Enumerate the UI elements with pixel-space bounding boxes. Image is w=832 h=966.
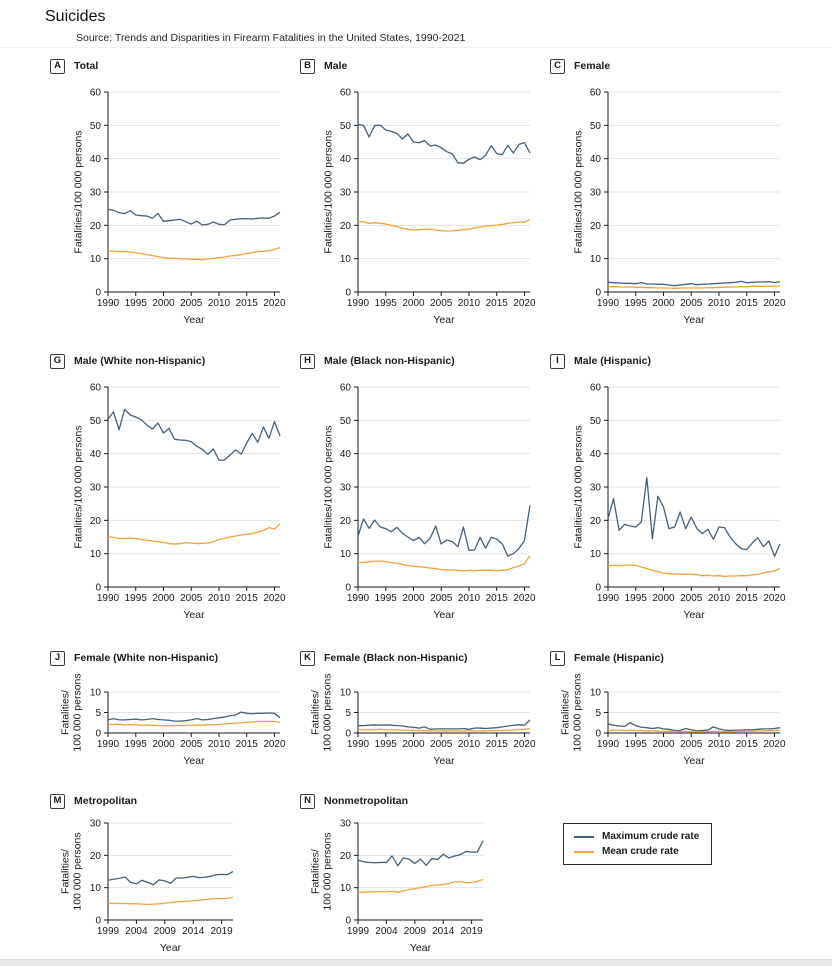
x-tick-label: 2010 — [707, 298, 731, 309]
x-tick-label: 1990 — [596, 593, 620, 604]
x-tick-label: 2015 — [235, 593, 258, 604]
x-tick-label: 2000 — [652, 593, 675, 604]
y-tick-label: 10 — [339, 883, 351, 895]
x-tick-label: 2020 — [763, 298, 786, 309]
panel-a — [40, 58, 294, 338]
x-tick-label: 1990 — [596, 739, 620, 750]
y-tick-label: 60 — [339, 87, 351, 99]
panel-header — [290, 650, 544, 666]
panel-title: Female (Hispanic) — [574, 652, 664, 664]
y-tick-label: 0 — [595, 728, 601, 740]
panel-title: Male (Hispanic) — [574, 355, 652, 367]
x-tick-label: 2000 — [152, 593, 175, 604]
panel-m — [40, 793, 247, 966]
mean-crude-rate-line — [608, 565, 780, 576]
y-tick-label: 0 — [95, 287, 101, 299]
x-tick-label: 2005 — [180, 298, 203, 309]
x-tick-label: 2015 — [235, 739, 258, 750]
x-tick-label: 1995 — [624, 298, 647, 309]
legend-item-mean — [574, 846, 699, 857]
y-tick-label: 30 — [339, 482, 351, 494]
y-tick-label: 60 — [89, 87, 101, 99]
x-tick-label: 2015 — [485, 298, 508, 309]
max-crude-rate-line-swatch — [574, 836, 594, 838]
y-tick-label: 50 — [339, 415, 351, 427]
max-crude-rate-line — [108, 209, 280, 225]
y-tick-label: 50 — [589, 120, 601, 132]
panel-b — [290, 58, 544, 338]
panel-header — [540, 353, 794, 369]
source-citation: Source: Trends and Disparities in Firearm Fatalities in the United States, 1990-2021 — [76, 32, 466, 44]
y-tick-label: 40 — [89, 449, 101, 461]
mean-crude-rate-line — [108, 897, 233, 904]
x-tick-label: 2000 — [152, 739, 175, 750]
panel-b-chart — [290, 80, 544, 338]
y-tick-label: 20 — [89, 220, 101, 232]
x-tick-label: 1995 — [624, 739, 647, 750]
x-tick-label: 2000 — [652, 298, 675, 309]
panel-title: Nonmetropolitan — [324, 795, 408, 807]
x-tick-label: 2000 — [402, 298, 425, 309]
panel-letter-badge: B — [300, 59, 315, 74]
panel-letter-badge: I — [550, 354, 565, 369]
y-axis-label: Fatalities/ — [309, 849, 322, 894]
y-tick-label: 10 — [89, 687, 101, 699]
max-crude-rate-line — [108, 409, 280, 460]
x-tick-label: 2020 — [263, 739, 286, 750]
y-tick-label: 10 — [339, 687, 351, 699]
panel-h-chart — [290, 375, 544, 633]
x-tick-label: 1990 — [96, 298, 120, 309]
y-tick-label: 20 — [89, 850, 101, 862]
panel-title: Male (Black non-Hispanic) — [324, 355, 455, 367]
panel-c-chart — [540, 80, 794, 338]
panel-l — [540, 650, 794, 779]
mean-crude-rate-line — [358, 880, 483, 893]
panel-m-chart — [40, 815, 247, 966]
x-tick-label: 1990 — [96, 739, 120, 750]
y-tick-label: 30 — [589, 482, 601, 494]
x-tick-label: 2015 — [735, 739, 758, 750]
x-tick-label: 2005 — [180, 739, 203, 750]
y-tick-label: 50 — [89, 415, 101, 427]
y-tick-label: 5 — [95, 708, 101, 719]
panel-i-chart — [540, 375, 794, 633]
panel-header — [290, 58, 544, 74]
x-tick-label: 1995 — [124, 298, 147, 309]
mean-crude-rate-line — [108, 248, 280, 260]
panel-c — [540, 58, 794, 338]
mean-crude-rate-line — [108, 722, 280, 726]
y-tick-label: 10 — [89, 549, 101, 561]
mean-crude-rate-line-swatch — [574, 851, 594, 853]
x-tick-label: 2015 — [485, 739, 508, 750]
mean-crude-rate-line — [108, 524, 280, 544]
x-tick-label: 1990 — [346, 298, 370, 309]
y-tick-label: 40 — [589, 449, 601, 461]
x-tick-label: 2015 — [735, 593, 758, 604]
x-axis-label: Year — [683, 755, 705, 767]
panel-header — [540, 58, 794, 74]
x-tick-label: 2010 — [707, 739, 731, 750]
x-tick-label: 2010 — [457, 739, 481, 750]
x-tick-label: 1990 — [346, 593, 370, 604]
panel-letter-badge: K — [300, 651, 315, 666]
y-axis-label: 100 000 persons — [321, 832, 334, 911]
y-axis-label: Fatalities/ — [309, 690, 322, 735]
x-axis-label: Year — [433, 314, 455, 326]
x-tick-label: 2005 — [430, 593, 453, 604]
y-tick-label: 10 — [89, 883, 101, 895]
y-tick-label: 50 — [589, 415, 601, 427]
y-axis-label: Fatalities/ — [59, 849, 72, 894]
y-tick-label: 50 — [339, 120, 351, 132]
max-crude-rate-line — [358, 125, 530, 164]
y-tick-label: 40 — [89, 154, 101, 166]
x-tick-label: 2020 — [763, 593, 786, 604]
panel-letter-badge: C — [550, 59, 565, 74]
panel-k — [290, 650, 544, 779]
x-tick-label: 2010 — [457, 593, 481, 604]
x-tick-label: 2005 — [680, 739, 703, 750]
x-tick-label: 2020 — [263, 593, 286, 604]
panel-letter-badge: N — [300, 794, 315, 809]
y-axis-label: Fatalities/ — [559, 690, 572, 735]
x-tick-label: 1995 — [374, 593, 397, 604]
panel-title: Female — [574, 60, 611, 72]
y-tick-label: 0 — [95, 915, 101, 927]
x-tick-label: 1995 — [124, 593, 147, 604]
y-tick-label: 10 — [89, 254, 101, 266]
panel-n-chart — [290, 815, 497, 966]
max-crude-rate-line — [358, 505, 530, 556]
y-tick-label: 0 — [95, 728, 101, 740]
y-tick-label: 30 — [339, 187, 351, 199]
panel-letter-badge: M — [50, 794, 65, 809]
max-crude-rate-line — [608, 281, 780, 285]
y-axis-label: Fatalities/100 000 persons — [72, 425, 85, 549]
y-tick-label: 30 — [89, 818, 101, 830]
y-tick-label: 10 — [589, 254, 601, 266]
x-tick-label: 2005 — [430, 739, 453, 750]
panel-letter-badge: J — [50, 651, 65, 666]
panel-title: Metropolitan — [74, 795, 137, 807]
panel-j-chart — [40, 672, 294, 779]
y-axis-label: Fatalities/100 000 persons — [572, 130, 585, 254]
panel-title: Female (White non-Hispanic) — [74, 652, 219, 664]
panel-title: Total — [74, 60, 99, 72]
panel-letter-badge: L — [550, 651, 565, 666]
x-tick-label: 2009 — [153, 926, 176, 937]
panel-title: Male (White non-Hispanic) — [74, 355, 206, 367]
y-axis-label: Fatalities/100 000 persons — [572, 425, 585, 549]
panel-header — [40, 793, 247, 809]
y-axis-label: Fatalities/ — [59, 690, 72, 735]
x-tick-label: 2015 — [485, 593, 508, 604]
x-tick-label: 2019 — [210, 926, 233, 937]
y-tick-label: 20 — [339, 850, 351, 862]
x-tick-label: 2004 — [375, 926, 398, 937]
panel-title: Male — [324, 60, 348, 72]
y-tick-label: 0 — [595, 287, 601, 299]
x-tick-label: 1999 — [346, 926, 370, 937]
x-tick-label: 2015 — [735, 298, 758, 309]
y-tick-label: 60 — [339, 382, 351, 394]
x-tick-label: 1999 — [96, 926, 120, 937]
x-tick-label: 2009 — [403, 926, 426, 937]
x-tick-label: 2005 — [180, 593, 203, 604]
header-divider — [0, 47, 832, 48]
x-tick-label: 1995 — [124, 739, 147, 750]
panel-g — [40, 353, 294, 633]
panel-header — [290, 793, 497, 809]
x-axis-label: Year — [183, 755, 205, 767]
x-tick-label: 2000 — [652, 739, 675, 750]
y-tick-label: 30 — [89, 482, 101, 494]
panel-letter-badge: H — [300, 354, 315, 369]
x-axis-label: Year — [183, 609, 205, 621]
x-tick-label: 1995 — [374, 298, 397, 309]
x-tick-label: 2020 — [763, 739, 786, 750]
max-crude-rate-line — [108, 712, 280, 721]
y-tick-label: 60 — [89, 382, 101, 394]
y-tick-label: 0 — [345, 728, 351, 740]
x-tick-label: 2019 — [460, 926, 483, 937]
y-axis-label: 100 000 persons — [71, 673, 84, 752]
y-tick-label: 30 — [589, 187, 601, 199]
viewport-bottom-bar — [0, 959, 832, 966]
y-tick-label: 40 — [339, 449, 351, 461]
x-tick-label: 2014 — [182, 926, 205, 937]
x-tick-label: 2005 — [430, 298, 453, 309]
panel-i — [540, 353, 794, 633]
panel-l-chart — [540, 672, 794, 779]
y-tick-label: 40 — [339, 154, 351, 166]
panel-letter-badge: A — [50, 59, 65, 74]
x-tick-label: 2005 — [680, 593, 703, 604]
panel-header — [40, 353, 294, 369]
y-tick-label: 20 — [589, 515, 601, 527]
y-tick-label: 30 — [89, 187, 101, 199]
x-tick-label: 1995 — [624, 593, 647, 604]
legend-label: Maximum crude rate — [602, 831, 700, 842]
x-tick-label: 2020 — [513, 298, 536, 309]
panel-k-chart — [290, 672, 544, 779]
legend-item-maximum — [574, 831, 699, 842]
x-tick-label: 1995 — [374, 739, 397, 750]
y-tick-label: 60 — [589, 87, 601, 99]
x-tick-label: 2010 — [207, 298, 231, 309]
y-tick-label: 20 — [89, 515, 101, 527]
x-tick-label: 2005 — [680, 298, 703, 309]
max-crude-rate-line — [608, 723, 780, 731]
panel-letter-badge: G — [50, 354, 65, 369]
x-tick-label: 1990 — [596, 298, 620, 309]
y-tick-label: 0 — [345, 582, 351, 594]
mean-crude-rate-line — [358, 556, 530, 571]
x-tick-label: 2020 — [513, 593, 536, 604]
y-tick-label: 10 — [339, 254, 351, 266]
x-tick-label: 2010 — [707, 593, 731, 604]
panel-header — [540, 650, 794, 666]
x-tick-label: 2010 — [457, 298, 481, 309]
y-tick-label: 10 — [339, 549, 351, 561]
panel-a-chart — [40, 80, 294, 338]
max-crude-rate-line — [108, 872, 233, 885]
x-axis-label: Year — [683, 609, 705, 621]
max-crude-rate-line — [358, 841, 483, 866]
panel-header — [290, 353, 544, 369]
panel-header — [40, 650, 294, 666]
y-tick-label: 0 — [345, 915, 351, 927]
x-tick-label: 2020 — [263, 298, 286, 309]
panel-j — [40, 650, 294, 779]
page-title: Suicides — [45, 8, 106, 25]
x-axis-label: Year — [433, 755, 455, 767]
legend — [563, 823, 712, 865]
x-tick-label: 1990 — [96, 593, 120, 604]
y-tick-label: 10 — [589, 549, 601, 561]
y-axis-label: Fatalities/100 000 persons — [322, 130, 335, 254]
x-axis-label: Year — [683, 314, 705, 326]
y-axis-label: Fatalities/100 000 persons — [72, 130, 85, 254]
y-tick-label: 0 — [345, 287, 351, 299]
x-axis-label: Year — [183, 314, 205, 326]
panel-title: Female (Black non-Hispanic) — [324, 652, 468, 664]
y-tick-label: 10 — [589, 687, 601, 699]
x-tick-label: 2000 — [402, 593, 425, 604]
x-axis-label: Year — [409, 942, 432, 954]
y-tick-label: 5 — [595, 708, 601, 719]
y-tick-label: 30 — [339, 818, 351, 830]
y-tick-label: 20 — [339, 515, 351, 527]
y-tick-label: 60 — [589, 382, 601, 394]
max-crude-rate-line — [358, 720, 530, 729]
y-tick-label: 50 — [89, 120, 101, 132]
panel-header — [40, 58, 294, 74]
x-axis-label: Year — [159, 942, 182, 954]
x-tick-label: 2000 — [402, 739, 425, 750]
y-axis-label: 100 000 persons — [71, 832, 84, 911]
y-tick-label: 0 — [95, 582, 101, 594]
x-tick-label: 2000 — [152, 298, 175, 309]
x-tick-label: 2014 — [432, 926, 455, 937]
panel-g-chart — [40, 375, 294, 633]
y-tick-label: 0 — [595, 582, 601, 594]
legend-label: Mean crude rate — [602, 846, 679, 857]
max-crude-rate-line — [608, 478, 780, 557]
x-tick-label: 2010 — [207, 739, 231, 750]
y-axis-label: 100 000 persons — [321, 673, 334, 752]
x-tick-label: 2004 — [125, 926, 148, 937]
x-tick-label: 2015 — [235, 298, 258, 309]
panel-h — [290, 353, 544, 633]
x-tick-label: 1990 — [346, 739, 370, 750]
mean-crude-rate-line — [608, 286, 780, 288]
x-axis-label: Year — [433, 609, 455, 621]
y-tick-label: 40 — [589, 154, 601, 166]
y-tick-label: 20 — [589, 220, 601, 232]
x-tick-label: 2020 — [513, 739, 536, 750]
x-tick-label: 2010 — [207, 593, 231, 604]
y-tick-label: 5 — [345, 708, 351, 719]
y-axis-label: Fatalities/100 000 persons — [322, 425, 335, 549]
panel-n — [290, 793, 497, 966]
y-tick-label: 20 — [339, 220, 351, 232]
y-axis-label: 100 000 persons — [571, 673, 584, 752]
